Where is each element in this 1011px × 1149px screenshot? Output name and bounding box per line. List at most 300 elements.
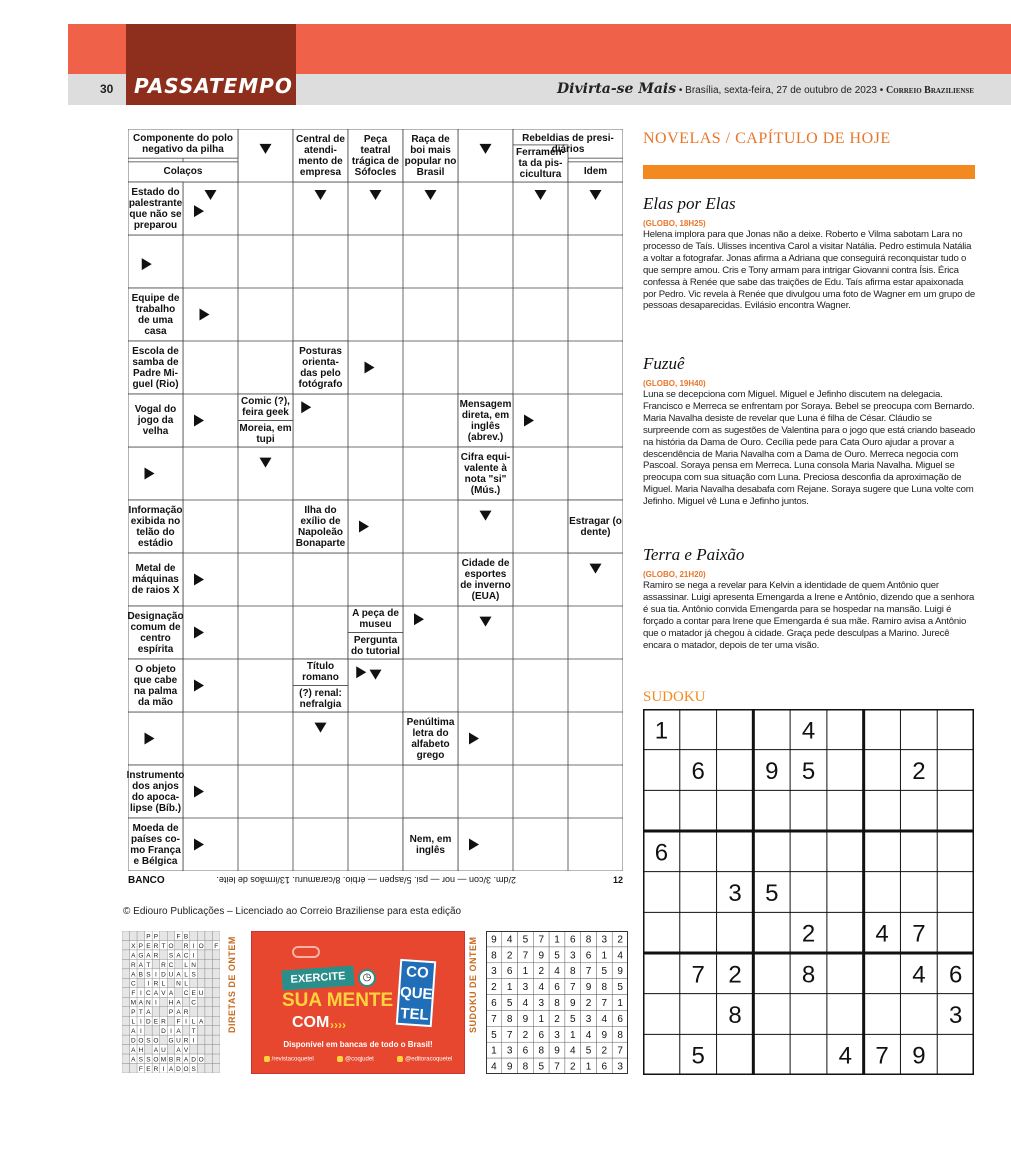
mini-cw-letter: D (161, 971, 166, 979)
mini-sudoku-digit: 8 (601, 982, 608, 994)
novela-time: (GLOBO, 18H25) (643, 219, 706, 228)
mini-cw-cell (122, 1064, 130, 1073)
mini-cw-letter: O (198, 1056, 204, 1064)
mini-sudoku-digit: 3 (538, 997, 545, 1009)
mini-cw-cell (167, 978, 175, 987)
mini-sudoku-digit: 7 (601, 997, 608, 1009)
mini-cw-cell (197, 1007, 205, 1016)
mini-cw-letter: G (168, 1037, 174, 1045)
arrow-right-icon (469, 733, 479, 745)
mini-sudoku-digit: 3 (554, 1029, 560, 1041)
arrow-right-icon (200, 309, 210, 321)
mini-cw-cell (205, 950, 213, 959)
sudoku-digit: 6 (948, 961, 963, 989)
mini-cw-letter: T (146, 961, 151, 969)
mini-cw-letter: I (139, 1028, 142, 1036)
mini-cw-letter: D (161, 1028, 166, 1036)
mini-sudoku-digit: 9 (554, 1045, 560, 1057)
mini-sudoku-digit: 4 (554, 966, 560, 978)
novela-elas-por-elas (643, 194, 977, 312)
mini-cw-cell (197, 997, 205, 1006)
mini-cw-cell (212, 1045, 220, 1054)
mini-cw-letter: L (131, 1018, 136, 1026)
mini-cw-letter: A (131, 1046, 136, 1054)
mini-cw-cell (205, 1064, 213, 1073)
mini-cw-cell (205, 1045, 213, 1054)
mini-cw-cell (197, 959, 205, 968)
mini-sudoku-digit: 4 (569, 1045, 576, 1057)
mini-cw-letter: I (147, 980, 150, 988)
mini-cw-letter: F (176, 1018, 181, 1026)
mini-sudoku-digit: 3 (522, 982, 529, 994)
mini-cw-letter: N (176, 980, 181, 988)
crossword-clue: Posturas orienta-das pelo fotógrafo (298, 345, 343, 390)
mini-cw-letter: P (146, 933, 151, 941)
mini-cw-letter: F (214, 942, 219, 950)
novela-time: (GLOBO, 21H20) (643, 570, 706, 579)
sudoku-digit: 1 (654, 717, 669, 745)
novela-title: Fuzuê (643, 354, 685, 373)
mini-cw-letter: E (146, 1065, 151, 1073)
mini-cw-cell (182, 1026, 190, 1035)
mini-sudoku-digit: 5 (554, 950, 560, 962)
crossword-clue: Designação comum de centro espírita (127, 610, 184, 655)
mini-cw-cell (197, 1045, 205, 1054)
novela-title: Terra e Paixão (643, 545, 745, 564)
mini-sudoku-digit: 2 (491, 982, 497, 994)
mini-cw-cell (160, 931, 168, 940)
mini-sudoku-digit: 1 (585, 1061, 592, 1073)
mini-sudoku-digit: 8 (585, 934, 592, 946)
mini-cw-cell (152, 1026, 160, 1035)
arrow-down-icon (370, 670, 382, 680)
crossword-clue: Componente do polo negativo da pilha (133, 132, 233, 155)
coquetel-logo: CO QUE TEL (396, 959, 437, 1027)
mini-sudoku-digit: 4 (538, 982, 545, 994)
arrow-right-icon (145, 733, 155, 745)
mini-cw-cell (197, 1026, 205, 1035)
mini-sudoku-digit: 3 (617, 1061, 623, 1073)
mini-cw-cell (212, 1007, 220, 1016)
mini-cw-letter: A (176, 1009, 181, 1017)
ad-headline: SUA MENTE (282, 990, 394, 1011)
mini-cw-letter: U (168, 971, 174, 979)
grid-number: 12 (612, 875, 623, 885)
arrow-right-icon (194, 680, 204, 692)
mini-cw-letter: I (162, 1065, 165, 1073)
mini-cw-letter: C (146, 990, 151, 998)
mini-cw-letter: D (191, 1056, 196, 1064)
mini-sudoku-digit: 4 (491, 1061, 497, 1073)
mini-cw-letter: A (176, 1046, 181, 1054)
crossword-clue: O objeto que cabe na palma da mão (133, 663, 178, 708)
mini-cw-letter: A (176, 999, 181, 1007)
mini-cw-letter: L (184, 971, 188, 979)
mini-sudoku-digit: 5 (569, 1013, 576, 1025)
mini-cw-letter: U (161, 1046, 166, 1054)
crossword-clue: Raça de boi mais popular no Brasil (404, 133, 457, 178)
mini-cw-letter: A (131, 952, 136, 960)
mini-sudoku-digit: 8 (522, 1061, 529, 1073)
mini-sudoku-digit: 8 (569, 966, 576, 978)
mini-cw-letter: P (138, 942, 144, 950)
mini-cw-letter: O (153, 1037, 159, 1045)
arrow-right-icon (359, 521, 369, 533)
mini-cw-cell (212, 931, 220, 940)
mini-sudoku-digit: 7 (585, 966, 592, 978)
arrows-icon: ›››› (330, 1018, 346, 1032)
mini-cw-cell (137, 978, 145, 987)
mini-cw-cell (212, 959, 220, 968)
mini-cw-letter: R (161, 1018, 166, 1026)
mini-sudoku-digit: 1 (554, 934, 560, 946)
ad-availability: Disponível em bancas de todo o Brasil! (283, 1040, 433, 1049)
supplement-name: Divirta-se Mais (557, 81, 677, 97)
crossword-clue: Escola de samba de Padre Mi-guel (Rio) (132, 345, 179, 390)
mini-cw-cell (175, 988, 183, 997)
mini-cw-cell (167, 1045, 175, 1054)
arrow-right-icon (365, 362, 375, 374)
mini-cw-cell (122, 1016, 130, 1025)
mini-cw-letter: O (168, 942, 174, 950)
mini-cw-cell (197, 1035, 205, 1044)
mini-cw-letter: A (131, 1056, 136, 1064)
mini-cw-letter: A (138, 961, 144, 969)
mini-sudoku-digit: 8 (554, 997, 560, 1009)
mini-sudoku-digit: 3 (569, 950, 576, 962)
mini-cw-letter: S (191, 971, 196, 979)
mini-cw-cell (122, 1026, 130, 1035)
crossword-grid (128, 129, 623, 871)
mini-cw-letter: I (170, 1028, 172, 1036)
mini-cw-cell (205, 1007, 213, 1016)
crossword-clue: Comic (?), feira geek (241, 396, 290, 419)
mini-cw-letter: A (138, 999, 144, 1007)
mini-cw-letter: E (191, 990, 196, 998)
mini-sudoku-digit: 1 (617, 997, 623, 1009)
page-number: 30 (100, 82, 114, 96)
mini-cw-letter: L (184, 980, 188, 988)
mini-cw-letter: P (131, 1009, 136, 1017)
facebook-handle: /revistacoquetel (264, 1056, 314, 1063)
clock-icon: ◷ (358, 969, 376, 987)
copyright-notice: © Ediouro Publicações – Licenciado ao Correio Braziliense para esta edição (123, 906, 462, 917)
arrow-right-icon (194, 627, 204, 639)
arrow-down-icon (590, 190, 602, 200)
mini-cw-cell (197, 950, 205, 959)
mini-cw-cell (190, 1045, 198, 1054)
mini-cw-cell (212, 1016, 220, 1025)
novela-summary: Luna se decepciona com Miguel. Miguel e Jefinho discutem na delegacia. Francisco e Merreca se enfrentam por Soraya. Bebel se preocupa com Bernardo. Maria Navalha desiste de revelar que Luna é filha de César. Cláudio se surpreende com as sugestões de Valentina para o jogo que está criando baseado na história da Dama de Ouro. Cecília pede para Cata Ouro ajudar a provar a descendência de Maria Navalha com a Dama de Ouro. Merreca negocia com Pascoal. Soraya pensa em Merreca. Luna consola Maria Navalha. Miguel se preocupa com sua situação com Luna. Preciosa desconfia da aproximação de Miguel. Maria Navalha desabafa com Rejane. Soraya sugere que Luna volte com Jefinho. Miguel vê Luna e Jefinho juntos. (643, 389, 976, 508)
arrow-right-icon (524, 415, 534, 427)
coquetel-ad[interactable] (251, 931, 465, 1074)
mini-cw-cell (205, 1016, 213, 1025)
mini-cw-cell (160, 950, 168, 959)
mini-sudoku-digit: 4 (617, 950, 623, 962)
mini-sudoku-digit: 2 (569, 1061, 576, 1073)
arrow-down-icon (480, 617, 492, 627)
mini-cw-cell (122, 1035, 130, 1044)
cloud-icon (292, 946, 320, 958)
mini-cw-letter: A (176, 1028, 181, 1036)
ad-social-links (252, 1056, 464, 1063)
mini-cw-cell (197, 931, 205, 940)
mini-sudoku-digit: 3 (491, 966, 497, 978)
sudoku-digit: 4 (875, 920, 889, 948)
mini-cw-cell (122, 978, 130, 987)
crossword-clue: Cifra equi-valente à nota "si" (Mús.) (460, 451, 511, 496)
mini-cw-cell (212, 950, 220, 959)
mini-cw-letter: T (161, 942, 166, 950)
mini-sudoku-digit: 9 (538, 950, 545, 962)
mini-cw-cell (175, 940, 183, 949)
mini-cw-cell (190, 978, 198, 987)
mini-cw-letter: R (153, 952, 159, 960)
mini-cw-cell (205, 969, 213, 978)
novela-summary: Ramiro se nega a revelar para Kelvin a identidade de quem Antônio quer assassinar. Luigi apresenta Emengarda a Irene e Antônio, dizendo que a senhora é sua tia. Antônio convida Emengarda para se hospedar na mansão. Luigi é forçado a contar para Irene que Emengarda é sua mãe. Ramiro avisa a Antônio que o matador já chegou à cidade. Graça pede desculpas a Marino. Jurecê encara o matador, depois de ter uma visão. (643, 580, 975, 651)
mini-cw-letter: O (153, 1056, 159, 1064)
crossword-clue: Penúltima letra do alfabeto grego (406, 716, 455, 761)
mini-sudoku-digit: 2 (506, 950, 513, 962)
arrow-down-icon (205, 190, 217, 200)
twitter-handle: @editoracoquetel (397, 1056, 452, 1063)
mini-cw-letter: R (176, 1056, 181, 1064)
mini-cw-cell (122, 1045, 130, 1054)
mini-cw-letter: E (146, 942, 151, 950)
mini-cw-cell (197, 1064, 205, 1073)
mini-cw-letter: A (146, 952, 151, 960)
sudoku-digit: 2 (801, 920, 816, 948)
mini-cw-letter: A (153, 1046, 159, 1054)
mini-sudoku-digit: 2 (522, 1029, 529, 1041)
sudoku-digit: 5 (765, 879, 779, 907)
mini-sudoku-digit: 1 (506, 982, 513, 994)
mini-sudoku-digit: 9 (522, 1013, 529, 1025)
mini-sudoku-digit: 7 (506, 1029, 513, 1041)
novela-time: (GLOBO, 19H40) (643, 379, 706, 388)
sudoku-digit: 9 (765, 757, 779, 785)
mini-cw-cell (205, 988, 213, 997)
mini-sudoku-digit: 6 (522, 1045, 529, 1057)
mini-cw-cell (130, 1064, 138, 1073)
mini-cw-letter: I (185, 1018, 187, 1026)
arrow-right-icon (145, 468, 155, 480)
mini-sudoku-digit: 3 (601, 934, 608, 946)
mini-sudoku-digit: 9 (569, 997, 576, 1009)
mini-cw-cell (212, 1064, 220, 1073)
mini-sudoku-digit: 2 (601, 1045, 608, 1057)
mini-cw-letter: A (146, 1009, 151, 1017)
mini-cw-letter: P (168, 1009, 174, 1017)
mini-cw-letter: A (198, 1018, 204, 1026)
mini-cw-cell (122, 988, 130, 997)
mini-cw-cell (130, 931, 138, 940)
mini-cw-letter: U (198, 990, 204, 998)
mini-sudoku-digit: 7 (538, 934, 545, 946)
sudoku-digit: 3 (948, 1001, 963, 1029)
mini-cw-cell (197, 978, 205, 987)
ad-exercite: EXERCITE (281, 966, 354, 991)
arrow-right-icon (194, 786, 204, 798)
newspaper-name: Correio Braziliense (886, 85, 974, 96)
mini-sudoku-digit: 4 (601, 1013, 608, 1025)
mini-cw-cell (212, 1035, 220, 1044)
yesterday-sudoku (486, 931, 628, 1074)
sudoku-grid[interactable] (643, 709, 974, 1075)
mini-cw-cell (122, 931, 130, 940)
mini-cw-letter: T (191, 1028, 196, 1036)
mini-cw-letter: S (146, 1056, 151, 1064)
mini-sudoku-digit: 2 (538, 966, 545, 978)
mini-cw-letter: M (130, 999, 137, 1007)
mini-cw-letter: R (161, 961, 166, 969)
mini-cw-cell (167, 1016, 175, 1025)
mini-cw-letter: R (183, 1009, 189, 1017)
mini-cw-cell (205, 1026, 213, 1035)
mini-cw-letter: E (153, 1018, 159, 1026)
mini-sudoku-digit: 5 (506, 997, 513, 1009)
mini-cw-letter: C (168, 961, 174, 969)
mini-sudoku-digit: 5 (491, 1029, 497, 1041)
section-tab (126, 24, 296, 105)
mini-sudoku-digit: 1 (601, 950, 608, 962)
mini-cw-cell (212, 969, 220, 978)
mini-cw-letter: A (183, 1056, 189, 1064)
mini-sudoku-digit: 6 (538, 1029, 545, 1041)
novela-summary: Helena implora para que Jonas não a deixe. Roberto e Vilma sabotam Lara no processo de Taís. Ulisses incentiva Carol a visitar Natália. Pedro estimula Natália a voltar a fotografar. Jonas afirma a Adriana que conseguirá reconquistar tudo o que sempre amou. Cris e Tony armam para intrigar Giovanni contra Ísis. Érica confessa à Renée que sabe das traições de Edu. Taís afirma estar apaixonada por Pedro. Vic revela à Renée que divulgou uma foto de Wagner em um grupo de pessoas desaparecidas. Evilásio encontra Wagner. (643, 229, 975, 312)
arrow-down-icon (315, 723, 327, 733)
mini-cw-letter: A (131, 971, 136, 979)
arrow-down-icon (425, 190, 437, 200)
mini-cw-cell (212, 1026, 220, 1035)
bank-label: BANCO (128, 875, 165, 886)
arrow-down-icon (590, 564, 602, 574)
novela-fuzue (643, 354, 977, 508)
arrow-right-icon (194, 574, 204, 586)
mini-cw-cell (122, 1054, 130, 1063)
mini-cw-letter: F (138, 1065, 143, 1073)
mini-cw-letter: S (138, 1056, 144, 1064)
crossword-clue: Moeda de países co-mo França e Bélgica (130, 822, 181, 867)
mini-cw-cell (160, 1035, 168, 1044)
mini-sudoku-digit: 6 (506, 966, 513, 978)
crossword-clue: Idem (583, 166, 608, 178)
mini-sudoku-digit: 4 (585, 1029, 592, 1041)
yesterday-sudoku-label: SUDOKU DE ONTEM (468, 936, 478, 1033)
mini-sudoku-digit: 6 (585, 950, 592, 962)
crossword-clue: Nem, em inglês (409, 833, 452, 856)
mini-sudoku-digit: 3 (506, 1045, 513, 1057)
mini-cw-letter: A (168, 990, 174, 998)
arrow-down-icon (480, 511, 492, 521)
mini-sudoku-digit: 9 (491, 934, 497, 946)
mini-sudoku-digit: 5 (617, 982, 623, 994)
crossword-clue: Vogal do jogo da velha (134, 404, 177, 437)
mini-cw-letter: I (192, 942, 195, 950)
sudoku-digit: 5 (801, 757, 816, 785)
mini-cw-cell (205, 1054, 213, 1063)
mini-cw-letter: X (131, 942, 136, 950)
mini-cw-letter: C (183, 990, 189, 998)
crossword-clue: Peça teatral trágica de Sófocles (351, 133, 400, 178)
mini-cw-letter: P (153, 933, 159, 941)
arrow-down-icon (260, 458, 272, 468)
mini-cw-letter: C (191, 999, 196, 1007)
novela-terra-e-paixao (643, 545, 977, 651)
mini-cw-letter: B (168, 1056, 174, 1064)
mini-cw-letter: U (176, 1037, 181, 1045)
mini-cw-letter: A (176, 971, 181, 979)
mini-cw-letter: I (192, 952, 195, 960)
arrow-right-icon (469, 839, 479, 851)
mini-cw-cell (212, 988, 220, 997)
crossword-clue: Central de atendi-mento de empresa (296, 133, 345, 178)
mini-cw-cell (145, 1026, 153, 1035)
crossword-clue: Ilha do exílio de Napoleão Bonaparte (295, 504, 346, 549)
sudoku-digit: 2 (728, 961, 742, 989)
sudoku-digit: 2 (912, 757, 926, 785)
mini-cw-cell (122, 1007, 130, 1016)
mini-cw-letter: C (130, 980, 136, 988)
mini-cw-letter: H (168, 999, 174, 1007)
mini-cw-cell (122, 959, 130, 968)
crossword-clue: Equipe de trabalho de uma casa (131, 292, 180, 337)
mini-cw-cell (190, 931, 198, 940)
mini-cw-cell (205, 978, 213, 987)
mini-cw-letter: I (155, 971, 157, 979)
mini-cw-letter: S (146, 1037, 151, 1045)
mini-sudoku-digit: 5 (601, 966, 608, 978)
crossword-clue: Título romano (302, 661, 339, 684)
crossword-clue: (?) renal: nefralgia (299, 687, 342, 710)
mini-cw-letter: A (153, 990, 159, 998)
mini-cw-cell (175, 959, 183, 968)
mini-sudoku-digit: 7 (554, 1061, 560, 1073)
yesterday-crossword (122, 931, 220, 1073)
mini-cw-cell (197, 969, 205, 978)
mini-cw-letter: B (183, 933, 189, 941)
arrow-right-icon (414, 613, 424, 625)
mini-sudoku-digit: 2 (585, 997, 592, 1009)
arrow-down-icon (315, 190, 327, 200)
arrow-right-icon (301, 401, 311, 413)
mini-cw-letter: I (192, 1037, 195, 1045)
mini-cw-letter: V (183, 1046, 189, 1054)
mini-sudoku-digit: 7 (491, 1013, 497, 1025)
sudoku-digit: 4 (912, 961, 926, 989)
mini-cw-letter: S (168, 952, 174, 960)
mini-cw-cell (212, 997, 220, 1006)
instagram-handle: @coqjudet (337, 1056, 374, 1063)
mini-sudoku-digit: 4 (506, 934, 513, 946)
sudoku-digit: 3 (728, 879, 742, 907)
mini-sudoku-digit: 7 (617, 1045, 623, 1057)
mini-cw-cell (160, 997, 168, 1006)
mini-sudoku-digit: 9 (506, 1061, 513, 1073)
mini-cw-cell (137, 931, 145, 940)
section-title: PASSATEMPO (134, 74, 293, 98)
mini-cw-cell (212, 978, 220, 987)
sudoku-digit: 6 (654, 839, 669, 867)
arrow-right-icon (194, 205, 204, 217)
mini-cw-cell (205, 997, 213, 1006)
arrow-down-icon (480, 144, 492, 154)
sudoku-title: SUDOKU (643, 689, 706, 705)
mini-cw-letter: A (131, 1028, 136, 1036)
crossword-clue: Cidade de esportes de inverno (EUA) (460, 557, 511, 602)
mini-cw-cell (182, 997, 190, 1006)
mini-cw-letter: R (130, 961, 136, 969)
